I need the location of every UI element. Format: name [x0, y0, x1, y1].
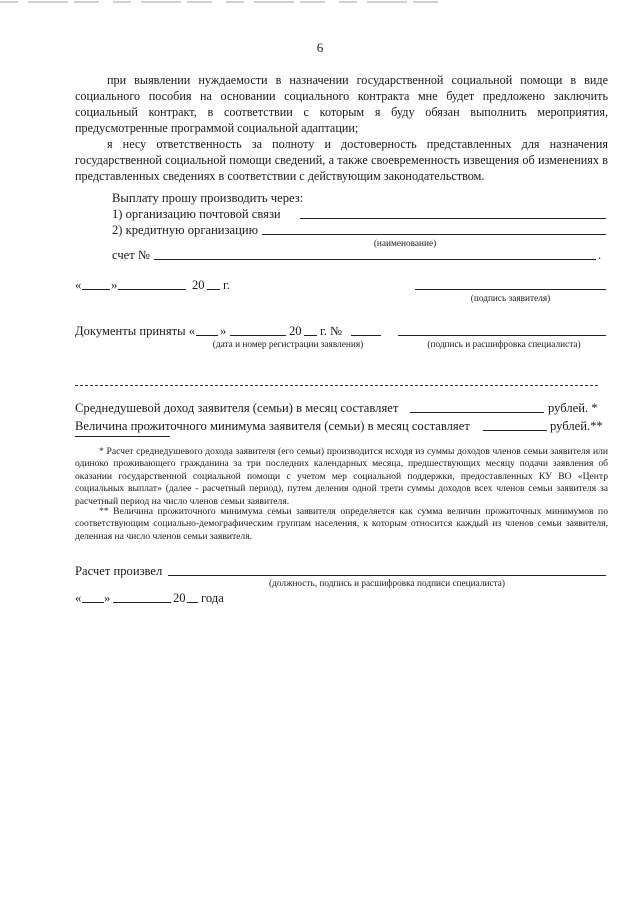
- scan-artifact: [0, 0, 440, 4]
- date-day-field[interactable]: [82, 289, 110, 290]
- footnote-avg-income: * Расчет среднедушевого дохода заявителя (его семьи) производится исходя из суммы доходов членов семьи заявителя или одиноко проживающего гражданина за три последних календарных месяца, предшествующих месяцу подачи заявления об оказании государственной социальной помощи с учетом мер социальной поддержки, предоставленных КУ ВО «Центр социальных выплат» (далее - расчетный период), путем деления одной трети суммы доходов всех членов семьи заявителя за расчетный период на число членов семьи заявителя.: [75, 446, 608, 507]
- applicant-signature-field[interactable]: [415, 289, 606, 290]
- calc-date-open-quote: «: [75, 591, 82, 605]
- date-close-quote: »: [111, 278, 118, 292]
- calc-date-close-quote: »: [104, 591, 111, 605]
- docs-specialist-caption: (подпись и расшифровка специалиста): [427, 340, 581, 350]
- calc-date-month-field[interactable]: [113, 602, 171, 603]
- footnote-rule: [75, 436, 170, 437]
- calc-specialist-field[interactable]: [168, 575, 606, 576]
- docs-close-quote: »: [220, 324, 227, 338]
- subsistence-min-field[interactable]: [483, 430, 547, 431]
- calc-date-year-field[interactable]: [187, 602, 198, 603]
- subsistence-min-unit: рублей.**: [550, 419, 603, 433]
- docs-number-field[interactable]: [351, 335, 381, 336]
- page-number: 6: [316, 40, 324, 55]
- paragraph-social-contract: при выявлении нуждаемости в назначении государственной социальной помощи в виде социального пособия на основании социального контракта мне будет предложено заключить социальный контракт, в соответствии с которым я буду обязан выполнить мероприятия, предусмотренные программой социальной адаптации;: [75, 73, 608, 135]
- date-year-field[interactable]: [207, 289, 220, 290]
- footnote-subsistence-min: ** Величина прожиточного минимума семьи заявителя определяется как сумма величин прожиточных минимумов по соответствующим социально-демографическим группам населения, к которым относится каждый из членов семьи заявителя, деленная на число членов семьи заявителя.: [75, 506, 608, 542]
- date-year-prefix: 20: [192, 278, 205, 292]
- avg-income-field[interactable]: [410, 412, 544, 413]
- avg-income-label: Среднедушевой доход заявителя (семьи) в месяц составляет: [75, 401, 399, 415]
- avg-income-unit: рублей. *: [548, 401, 598, 415]
- paragraph-responsibility: я несу ответственность за полноту и достоверность представленных для назначения государственной социальной помощи сведений, а также своевременность извещения об изменениях в представленных сведениях в соответствии с действующим законодательством.: [75, 137, 608, 183]
- post-organization-field[interactable]: [300, 218, 606, 219]
- bank-name-caption: (наименование): [373, 239, 437, 249]
- docs-number-label: г. №: [320, 324, 343, 338]
- account-number-field[interactable]: [154, 259, 596, 260]
- payment-option-post: 1) организацию почтовой связи: [112, 207, 281, 221]
- docs-day-field[interactable]: [196, 335, 218, 336]
- calc-specialist-caption: (должность, подпись и расшифровка подписи специалиста): [269, 579, 505, 589]
- account-end-dot: .: [598, 248, 602, 262]
- payment-intro: Выплату прошу производить через:: [112, 191, 304, 205]
- docs-year-prefix: 20: [289, 324, 302, 338]
- calc-performed-label: Расчет произвел: [75, 564, 163, 578]
- docs-year-field[interactable]: [304, 335, 317, 336]
- date-month-field[interactable]: [118, 289, 186, 290]
- subsistence-min-label: Величина прожиточного минимума заявителя (семьи) в месяц составляет: [75, 419, 470, 433]
- bank-organization-field[interactable]: [262, 234, 606, 235]
- specialist-signature-field[interactable]: [398, 335, 606, 336]
- calc-date-day-field[interactable]: [82, 602, 104, 603]
- date-year-suffix: г.: [223, 278, 230, 292]
- calc-date-year-prefix: 20: [173, 591, 186, 605]
- docs-date-number-caption: (дата и номер регистрации заявления): [212, 340, 364, 350]
- cut-line-separator: [75, 385, 598, 386]
- date-open-quote: «: [75, 278, 82, 292]
- docs-month-field[interactable]: [230, 335, 286, 336]
- account-label: счет №: [112, 248, 150, 262]
- docs-accepted-label: Документы приняты «: [75, 324, 196, 338]
- payment-option-bank: 2) кредитную организацию: [112, 223, 259, 237]
- calc-date-year-suffix: года: [201, 591, 224, 605]
- applicant-signature-caption: (подпись заявителя): [470, 294, 551, 304]
